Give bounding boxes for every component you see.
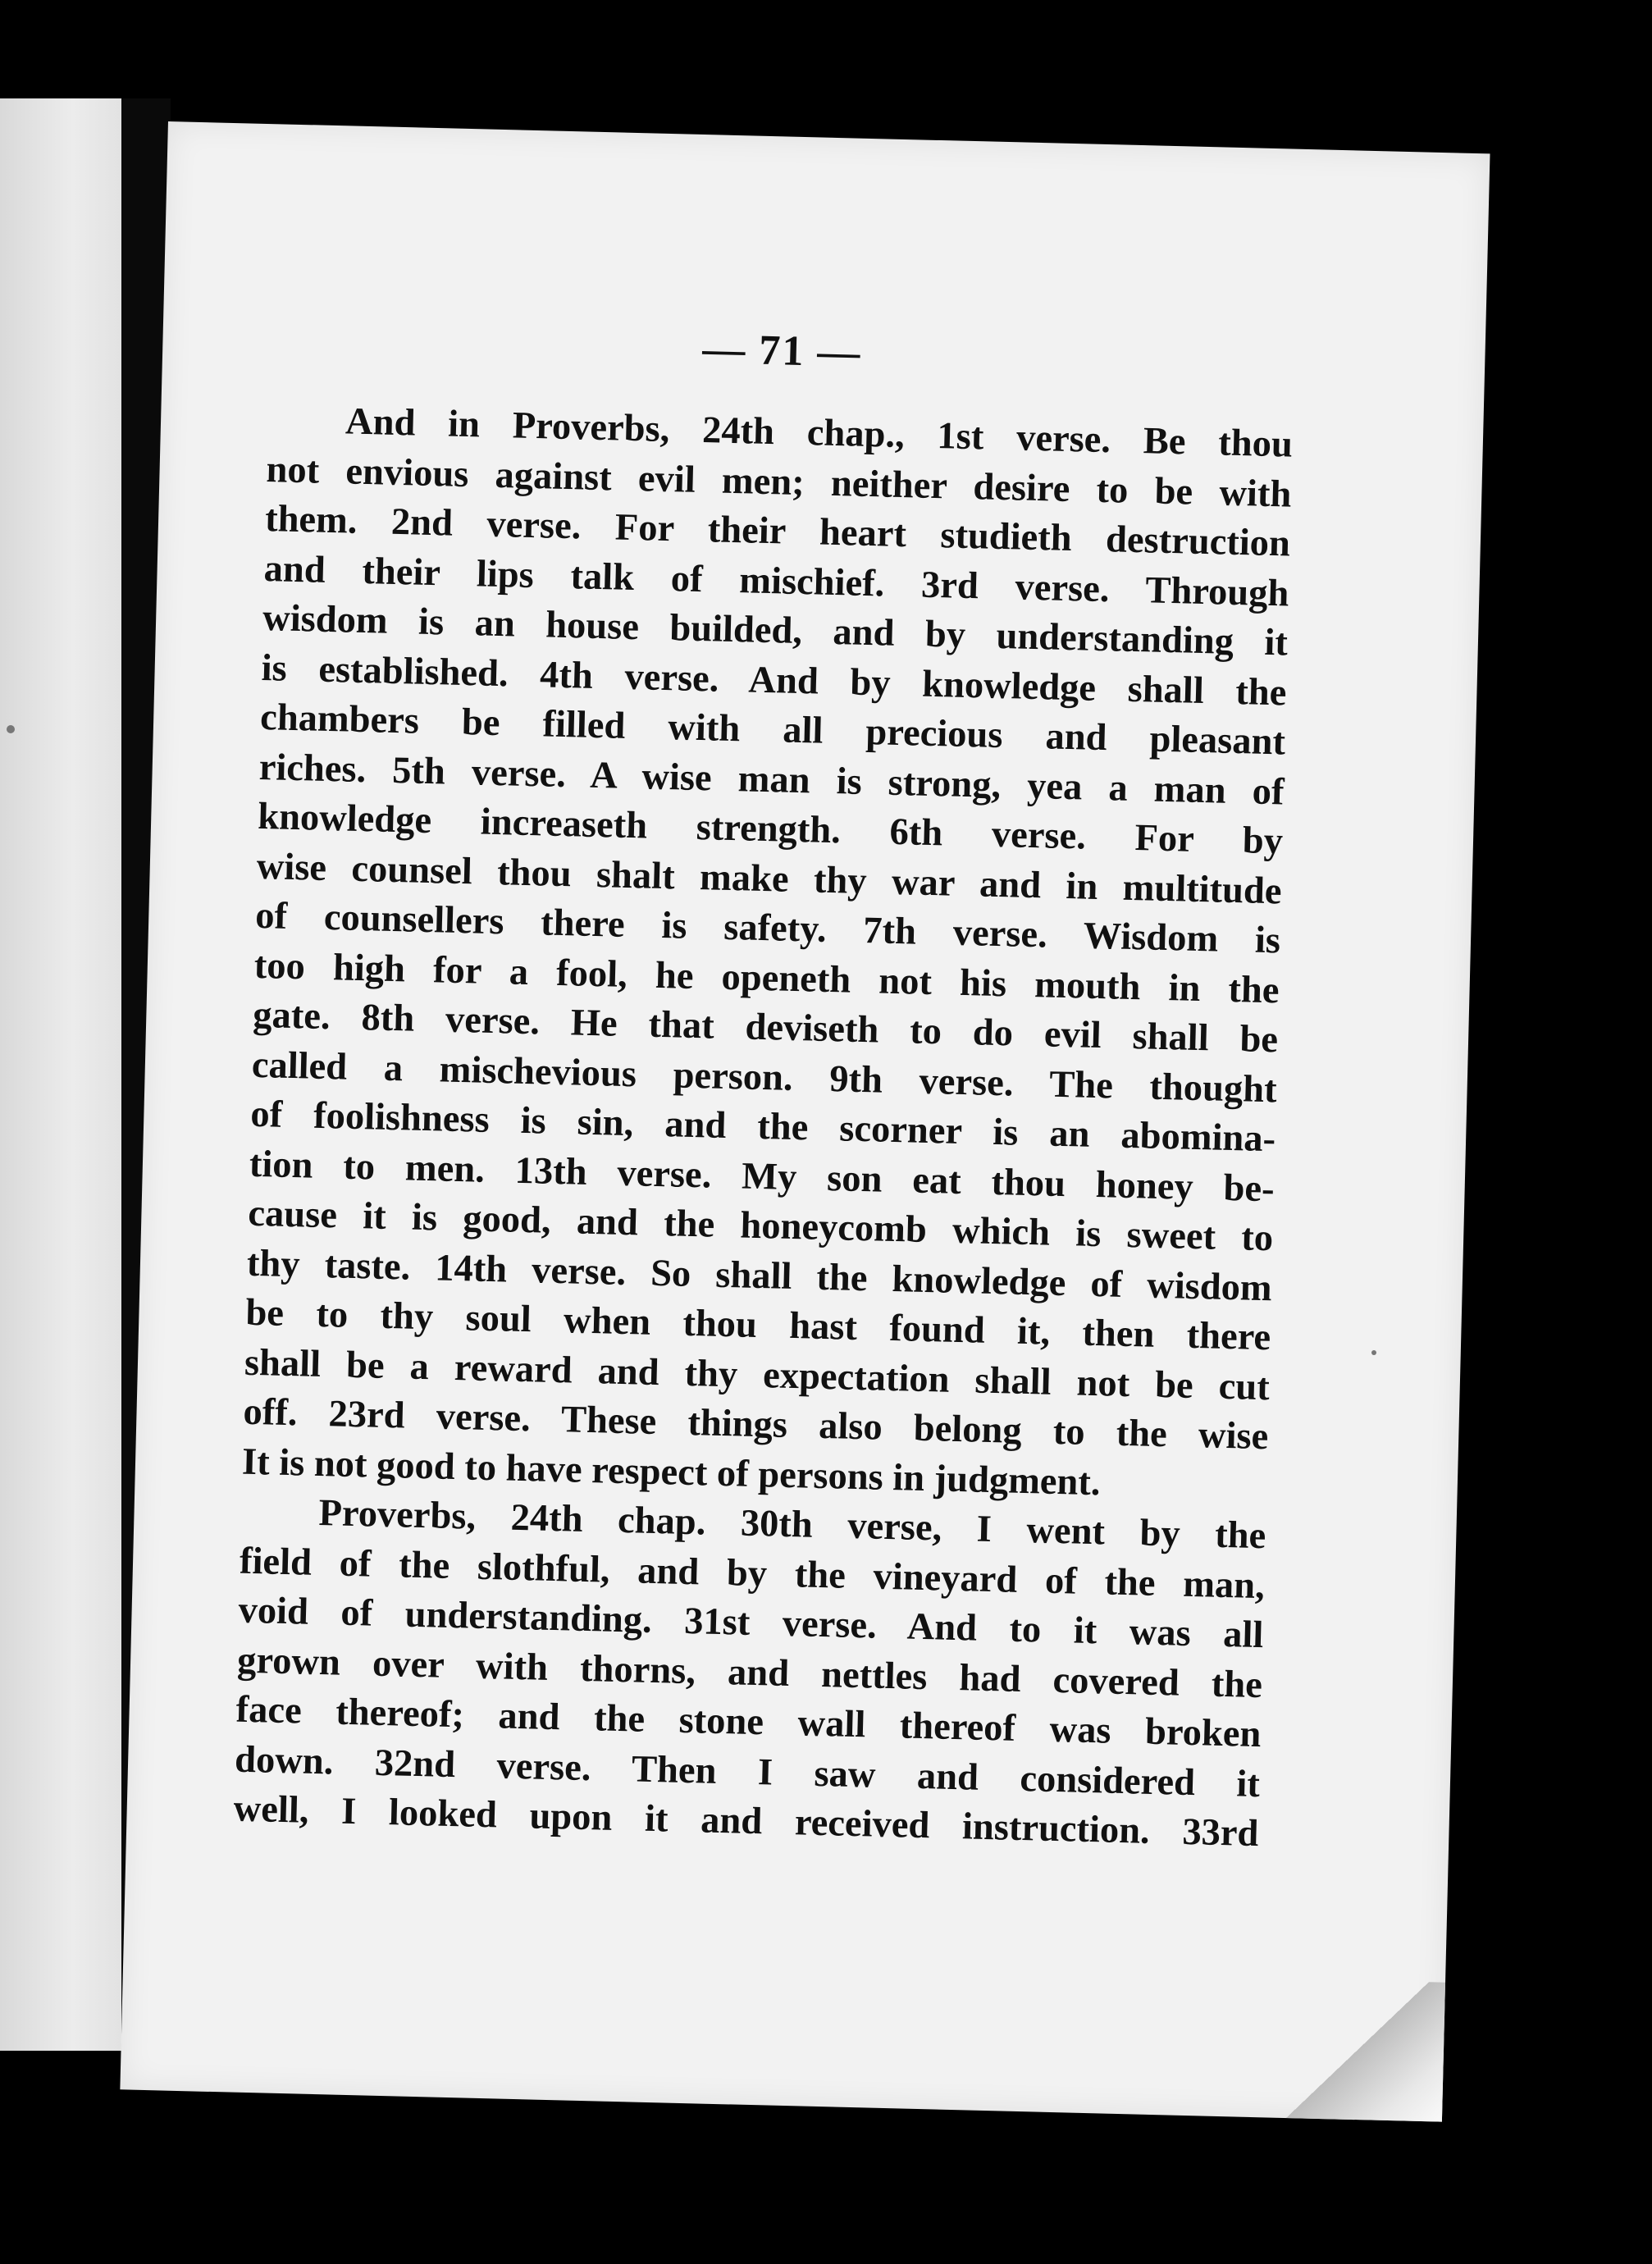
text-line: not envious against evil men; neither desire to be with (266, 448, 1292, 516)
text-line: gate. 8th verse. He that deviseth to do evil shall be (252, 993, 1279, 1061)
book-page (120, 121, 1490, 2122)
text-line: thy taste. 14th verse. So shall the knowledge of wisdom (246, 1242, 1273, 1309)
text-line: and their lips talk of mischief. 3rd verse. Through (263, 547, 1289, 615)
text-line: of foolishness is sin, and the scorner is an abomina- (249, 1093, 1276, 1161)
text-line: field of the slothful, and by the vineyard of the man, (239, 1540, 1266, 1607)
text-line: wisdom is an house builded, and by understanding it (262, 597, 1289, 664)
scan-speck (7, 725, 15, 733)
text-line: void of understanding. 31st verse. And to it was all (238, 1589, 1264, 1657)
page-text (233, 314, 1295, 1859)
text-line: And in Proverbs, 24th chap., 1st verse. Be thou (345, 400, 1294, 466)
text-line: well, I looked upon it and received instruction. 33rd (233, 1787, 1260, 1855)
text-line: of counsellers there is safety. 7th verse. Wisdom is (254, 894, 1281, 962)
text-line: cause it is good, and the honeycomb which is sweet to (247, 1192, 1274, 1260)
text-line: down. 32nd verse. Then I saw and considered it (234, 1738, 1261, 1805)
text-line: be to thy soul when thou hast found it, then there (244, 1291, 1271, 1359)
text-line: shall be a reward and thy expectation shall not be cut (244, 1341, 1271, 1408)
paragraph-proverbs-24-1 (241, 395, 1293, 1512)
text-line: called a mischevious person. 9th verse. The thought (251, 1043, 1278, 1111)
text-line: chambers be filled with all precious and pleasant (259, 696, 1286, 764)
page-number: — 71 — (701, 326, 863, 377)
scan-speck (1371, 1350, 1376, 1355)
text-line: off. 23rd verse. These things also belong to the wise (242, 1390, 1269, 1458)
text-line: wise counsel thou shalt make thy war and in multitude (256, 845, 1283, 912)
text-line: riches. 5th verse. A wise man is strong, yea a man of (258, 746, 1285, 813)
text-line: face thereof; and the stone wall thereof was broken (235, 1688, 1262, 1756)
paragraph-proverbs-24-30 (233, 1487, 1266, 1860)
text-line: grown over with thorns, and nettles had covered the (236, 1639, 1263, 1706)
text-line: Proverbs, 24th chap. 30th verse, I went by the (317, 1491, 1266, 1558)
text-line: too high for a fool, he openeth not his mouth in the (253, 944, 1280, 1011)
text-line: is established. 4th verse. And by knowledge shall the (261, 646, 1288, 714)
text-line: It is not good to have respect of persons in judgment. (241, 1440, 1102, 1504)
text-line: tion to men. 13th verse. My son eat thou honey be- (249, 1143, 1276, 1210)
text-line: them. 2nd verse. For their heart studieth destruction (264, 498, 1291, 565)
page-corner-fold (1270, 1979, 1445, 2122)
facing-page-edge (0, 98, 121, 2051)
text-line: knowledge increaseth strength. 6th verse. For by (257, 795, 1284, 863)
